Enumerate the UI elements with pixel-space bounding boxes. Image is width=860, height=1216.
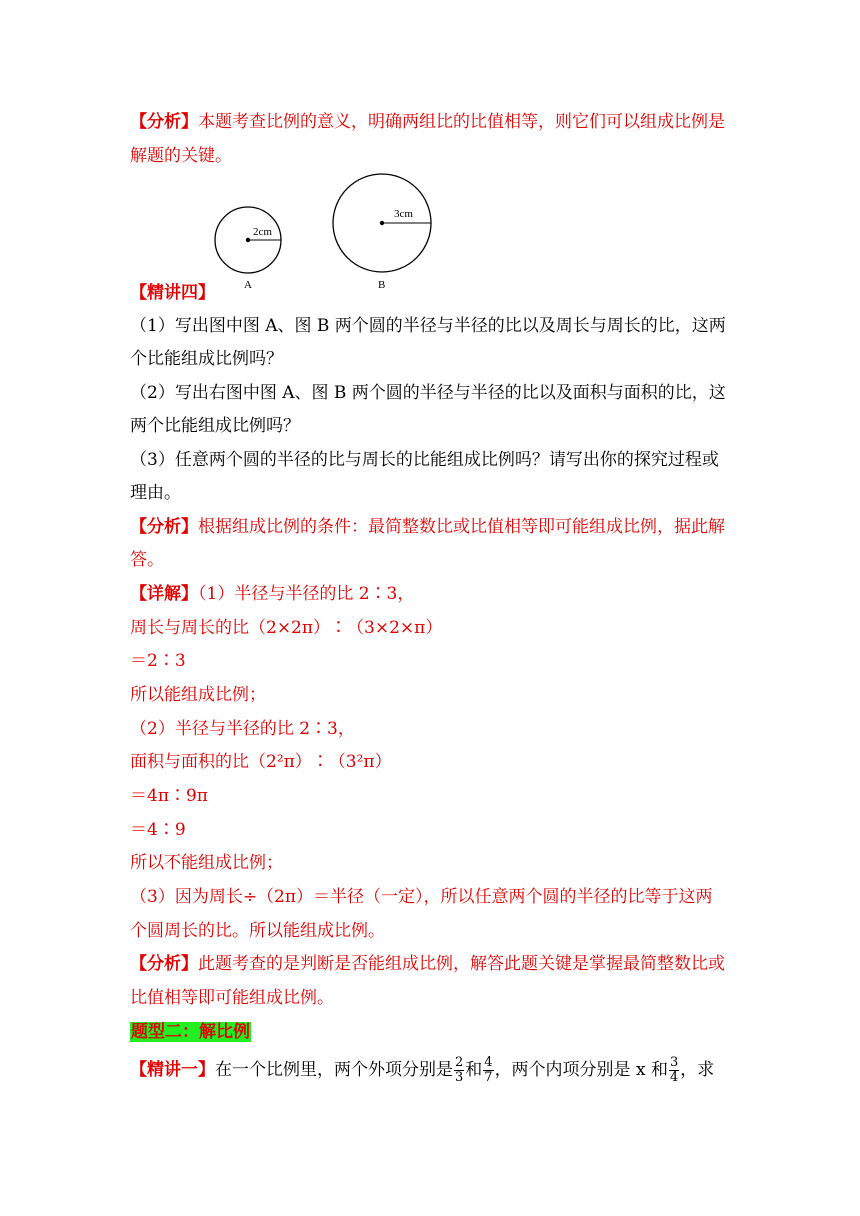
circle-b-radius-label: 3cm bbox=[394, 208, 413, 220]
analysis-1-line-2: 解题的关键。 bbox=[130, 146, 232, 166]
analysis-text: 根据组成比例的条件：最简整数比或比值相等即可能组成比例，据此解 bbox=[198, 517, 725, 537]
solution-text: （1）半径与半径的比 2∶3， bbox=[198, 584, 415, 604]
lecture-4-heading: 【精讲四】 bbox=[130, 283, 215, 303]
question-3-line-1: （3）任意两个圆的半径的比与周长的比能组成比例吗？请写出你的探究过程或 bbox=[130, 450, 719, 470]
question-1-line-2: 个比能组成比例吗？ bbox=[130, 349, 283, 369]
fraction-four-sevenths: $\frac{4}{7}$ bbox=[484, 1055, 493, 1085]
solution-line-1 bbox=[130, 582, 414, 606]
solution-line-10: （3）因为周长÷（2π）＝半径（一定），所以任意两个圆的半径的比等于这两 bbox=[130, 887, 713, 907]
circle-a-label: A bbox=[244, 279, 252, 291]
solution-line-4: 所以能组成比例； bbox=[130, 685, 266, 705]
question-2-line-1: （2）写出右图中图 A、图 B 两个圆的半径与半径的比以及面积与面积的比，这 bbox=[130, 383, 726, 403]
analysis-2-line-2: 答。 bbox=[130, 550, 164, 570]
analysis-1-line-1 bbox=[130, 110, 725, 134]
analysis-tag: 【分析】 bbox=[130, 954, 198, 974]
fraction-two-thirds: $\frac{2}{3}$ bbox=[455, 1055, 464, 1085]
circle-a-radius-label: 2cm bbox=[253, 226, 272, 238]
question-3-line-2: 理由。 bbox=[130, 483, 181, 503]
analysis-3-line-1 bbox=[130, 952, 725, 976]
circle-a bbox=[215, 207, 281, 291]
solution-line-11: 个圆周长的比。所以能组成比例。 bbox=[130, 921, 385, 941]
solution-line-3: ＝2∶3 bbox=[130, 651, 186, 671]
solution-line-6: 面积与面积的比（2²π）∶（3²π） bbox=[130, 752, 392, 772]
question-1-line-1: （1）写出图中图 A、图 B 两个圆的半径与半径的比以及周长与周长的比，这两 bbox=[130, 316, 726, 336]
fraction-three-quarters: $\frac{3}{4}$ bbox=[669, 1055, 679, 1085]
circles-figure bbox=[205, 170, 450, 295]
solution-line-7: ＝4π∶9π bbox=[130, 786, 208, 806]
circle-b bbox=[333, 174, 431, 291]
solution-line-2: 周长与周长的比（2×2π）∶（3×2×π） bbox=[130, 618, 443, 638]
solution-line-5: （2）半径与半径的比 2∶3， bbox=[130, 719, 355, 739]
analysis-text: 此题考查的是判断是否能组成比例，解答此题关键是掌握最简整数比或 bbox=[198, 954, 725, 974]
section-heading-text: 题型二：解比例 bbox=[131, 1022, 250, 1042]
solution-line-9: 所以不能组成比例； bbox=[130, 853, 283, 873]
lecture-1-text: 在一个比例里，两个外项分别是 bbox=[215, 1060, 453, 1080]
analysis-tag: 【分析】 bbox=[130, 517, 198, 537]
section-heading bbox=[130, 1020, 251, 1044]
circle-b-label: B bbox=[378, 279, 386, 291]
question-2-line-2: 两个比能组成比例吗？ bbox=[130, 416, 300, 436]
analysis-3-line-2: 比值相等即可能组成比例。 bbox=[130, 988, 334, 1008]
analysis-tag: 【分析】 bbox=[130, 112, 198, 132]
lecture-1-tag: 【精讲一】 bbox=[130, 1060, 215, 1080]
lecture-1-line: 【精讲一】在一个比例里，两个外项分别是 $\frac{2}{3}$ 和 $\frac{4}{7}$ ，两个内项分别是 x 和 $\frac{3}{4}$ ，求 bbox=[130, 1055, 715, 1085]
solution-tag: 【详解】 bbox=[130, 584, 198, 604]
solution-line-8: ＝4∶9 bbox=[130, 820, 186, 840]
analysis-2-line-1 bbox=[130, 515, 725, 539]
analysis-text: 本题考查比例的意义，明确两组比的比值相等，则它们可以组成比例是 bbox=[198, 112, 725, 132]
